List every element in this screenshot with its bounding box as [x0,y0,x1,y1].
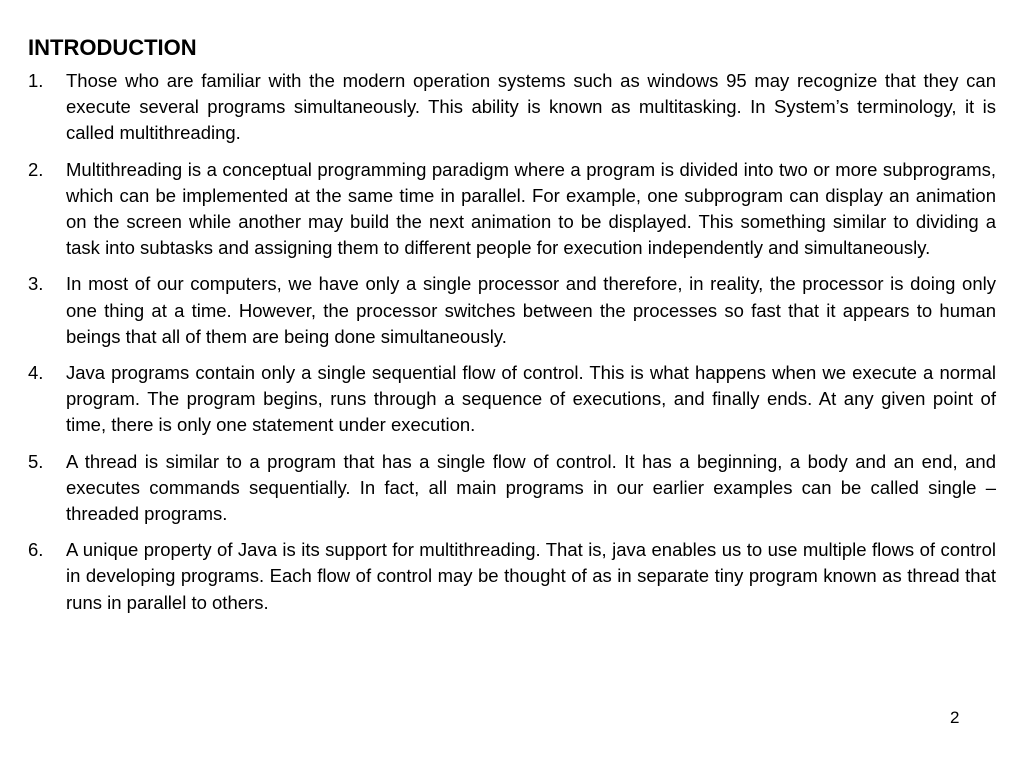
list-item [28,449,996,528]
slide-title: INTRODUCTION [28,35,197,60]
list-item-text: In most of our computers, we have only a single processor and therefore, in reality, the processor is doing only one thing at a time. However, the processor switches between the processes so fast that it appears to human beings that all of them are being done simultaneously. [66,273,996,347]
slide-content [28,34,996,626]
list-item-text: Those who are familiar with the modern operation systems such as windows 95 may recognize that they can execute several programs simultaneously. This ability is known as multitasking. In System’s terminology, it is called multithreading. [66,70,996,144]
list-item-number: 2. [28,158,44,180]
list-item-number: 4. [28,362,44,384]
page-number: 2 [950,708,960,727]
point-list [28,68,996,616]
list-item-number: 5. [28,450,44,472]
list-item-text: A thread is similar to a program that has a single flow of control. It has a beginning, a body and an end, and executes commands sequentially. In fact, all main programs in our earlier examples can be called single – threaded programs. [66,450,996,525]
list-item [28,537,996,616]
list-item-text: A unique property of Java is its support for multithreading. That is, java enables us to use multiple flows of control in developing programs. Each flow of control may be thought of as in separate tiny program known as thread that runs in parallel to others. [66,539,996,613]
list-item [28,360,996,439]
list-item [28,68,996,147]
list-item-number: 1. [28,70,44,91]
list-item-number: 3. [28,273,44,295]
list-item [28,271,996,350]
list-item-text: Java programs contain only a single sequential flow of control. This is what happens when we execute a normal program. The program begins, runs through a sequence of executions, and finally ends. At any given point of time, there is only one statement under execution. [66,362,996,436]
list-item-number: 6. [28,539,44,561]
list-item [28,157,996,262]
list-item-text: Multithreading is a conceptual programming paradigm where a program is divided into two or more subprograms, which can be implemented at the same time in parallel. For example, one subprogram can display an animation on the screen while another may build the next animation to be displayed. This something similar to dividing a task into subtasks and assigning them to different people for execution independently and simultaneously. [66,158,996,259]
